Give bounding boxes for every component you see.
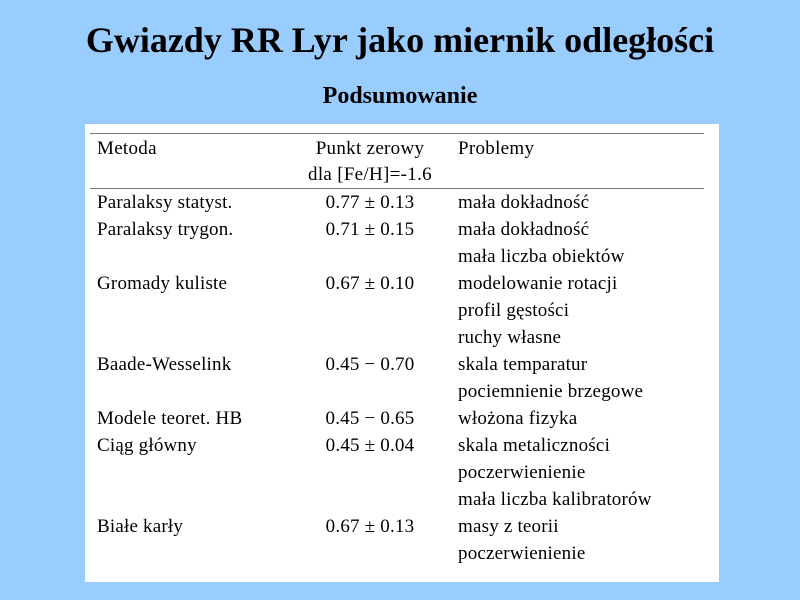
header-zero-point-line1: Punkt zerowy [315, 138, 425, 159]
row-method: Paralaksy statyst. [97, 192, 233, 213]
row-zero-point: 0.71 ± 0.15 [325, 219, 415, 240]
row-problem: włożona fizyka [458, 408, 578, 429]
row-problem: mała dokładność [458, 219, 590, 240]
header-problems: Problemy [458, 138, 535, 159]
row-zero-point: 0.67 ± 0.13 [325, 516, 415, 537]
row-method: Modele teoret. HB [97, 408, 243, 429]
row-method: Gromady kuliste [97, 273, 228, 294]
table-top-rule [90, 133, 704, 134]
table-header-rule [90, 188, 704, 189]
row-problem: skala temparatur [458, 354, 588, 375]
header-method: Metoda [97, 138, 157, 159]
row-problem: profil gęstości [458, 300, 570, 321]
row-zero-point: 0.45 − 0.65 [325, 408, 415, 429]
row-method: Paralaksy trygon. [97, 219, 234, 240]
row-problem: ruchy własne [458, 327, 562, 348]
row-method: Ciąg główny [97, 435, 197, 456]
row-problem: mała liczba kalibratorów [458, 489, 652, 510]
row-zero-point: 0.77 ± 0.13 [325, 192, 415, 213]
row-problem: poczerwienienie [458, 543, 586, 564]
row-problem: masy z teorii [458, 516, 559, 537]
row-problem: poczerwienienie [458, 462, 586, 483]
header-zero-point-line2: dla [Fe/H]=-1.6 [308, 164, 432, 185]
row-problem: pociemnienie brzegowe [458, 381, 644, 402]
slide-title: Gwiazdy RR Lyr jako miernik odległości [85, 20, 715, 60]
row-method: Baade-Wesselink [97, 354, 232, 375]
row-zero-point: 0.45 ± 0.04 [325, 435, 415, 456]
row-method: Białe karły [97, 516, 184, 537]
summary-table [85, 124, 719, 582]
slide-subtitle: Podsumowanie [322, 83, 478, 109]
row-problem: skala metaliczności [458, 435, 611, 456]
row-problem: mała liczba obiektów [458, 246, 625, 267]
row-zero-point: 0.67 ± 0.10 [325, 273, 415, 294]
row-zero-point: 0.45 − 0.70 [325, 354, 415, 375]
row-problem: modelowanie rotacji [458, 273, 618, 294]
row-problem: mała dokładność [458, 192, 590, 213]
